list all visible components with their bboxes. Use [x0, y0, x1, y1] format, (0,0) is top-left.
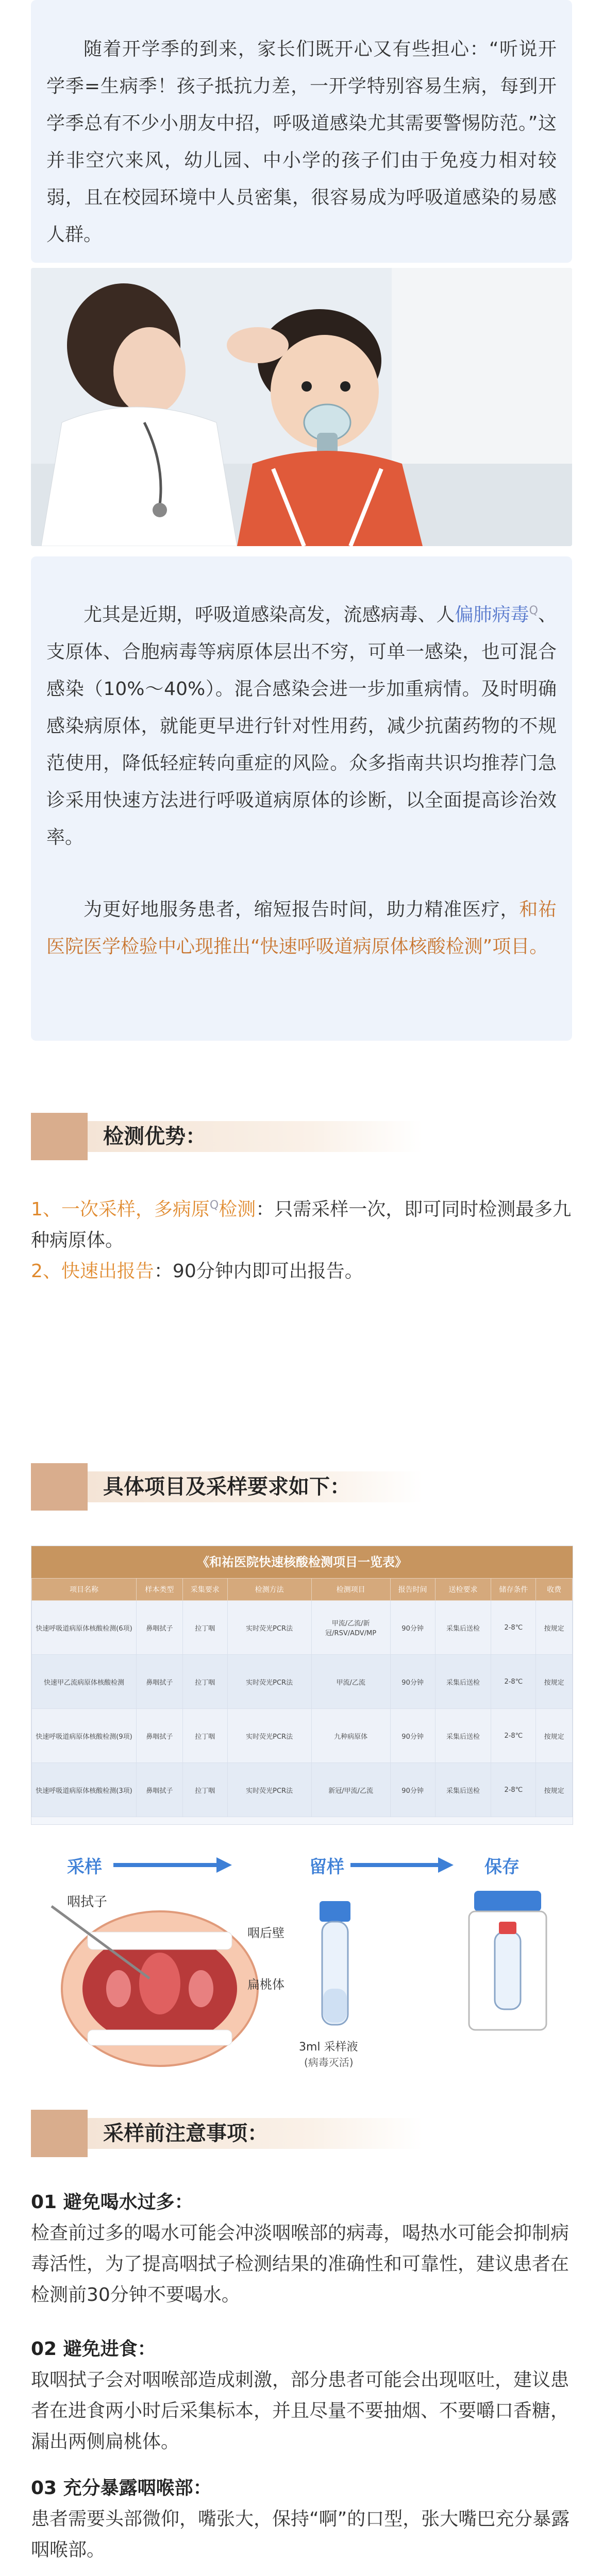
table-cell: 2-8℃	[491, 1601, 536, 1655]
advantage-key: 一次采样，多病原	[61, 1199, 210, 1220]
body-text-1a: 尤其是近期，呼吸道感染高发，流感病毒、人	[83, 604, 455, 625]
advantages-heading: 检测优势：	[103, 1125, 206, 1148]
table-cell: 采集后送检	[435, 1763, 491, 1817]
col-header: 报告时间	[390, 1579, 435, 1601]
store-label: 保存	[484, 1857, 520, 1877]
section-header-mark	[31, 1113, 88, 1160]
col-header: 储存条件	[491, 1579, 536, 1601]
advantage-num: 1、	[31, 1199, 61, 1220]
table-cell: 鼻咽拭子	[137, 1763, 183, 1817]
swab-label: 咽拭子	[67, 1894, 108, 1910]
advantages-list	[31, 1190, 572, 1287]
table-cell: 按规定	[536, 1601, 573, 1655]
table-cell: 采集后送检	[435, 1601, 491, 1655]
advantage-rest: ：90分钟内即可出报告。	[154, 1261, 363, 1282]
precaution-title: 03 充分暴露咽喉部：	[31, 2478, 212, 2499]
table-row	[32, 1601, 573, 1655]
table-cell: 实时荧光PCR法	[227, 1601, 311, 1655]
advantage-item-2	[31, 1256, 572, 1287]
body-paragraph-2	[46, 891, 557, 965]
tube-sub-label: (病毒灭活)	[304, 2056, 354, 2069]
advantage-rest: ：只需采样一次，即可同时检测最多九种病原体。	[31, 1199, 572, 1251]
col-header: 送检要求	[435, 1579, 491, 1601]
sampling-steps-illustration	[31, 1834, 572, 2081]
table-cell: 鼻咽拭子	[137, 1655, 183, 1709]
table-cell: 快速呼吸道病原体核酸检测(6项)	[32, 1601, 137, 1655]
table-row	[32, 1709, 573, 1763]
table-cell: 拉丁咽	[182, 1655, 227, 1709]
precautions-section-header	[31, 2110, 572, 2157]
child-nebulizer-illustration	[31, 268, 572, 546]
precaution-item-3	[31, 2473, 572, 2566]
projects-section-header	[31, 1463, 572, 1511]
table-cell: 按规定	[536, 1763, 573, 1817]
table-cell: 采集后送检	[435, 1709, 491, 1763]
section-header-mark	[31, 1463, 88, 1511]
col-header: 检测方法	[227, 1579, 311, 1601]
col-header: 样本类型	[137, 1579, 183, 1601]
table-cell: 快速呼吸道病原体核酸检测(9项)	[32, 1709, 137, 1763]
advantage-key: 快速出报告	[61, 1261, 154, 1282]
table-cell: 实时荧光PCR法	[227, 1655, 311, 1709]
table-cell: 按规定	[536, 1655, 573, 1709]
table-cell: 快速甲乙流病原体核酸检测	[32, 1655, 137, 1709]
table-cell: 九种病原体	[311, 1709, 390, 1763]
intro-paragraph: 随着开学季的到来，家长们既开心又有些担心：“听说开学季=生病季！孩子抵抗力差，一开学特别容易生病，每到开学季总有不少小朋友中招，呼吸道感染尤其需要警惕防范。”这并非空穴来风，幼儿园、中小学的孩子们由于免疫力相对较弱，且在校园环境中人员密集，很容易成为呼吸道感染的易感人群。	[46, 39, 557, 245]
table-cell: 拉丁咽	[182, 1709, 227, 1763]
collect-label: 采样	[67, 1857, 102, 1877]
advantage-num: 2、	[31, 1261, 61, 1282]
table-header-row	[32, 1579, 573, 1601]
advantage-link[interactable]: 检测	[219, 1199, 256, 1220]
test-items-table	[31, 1546, 573, 1825]
table-cell: 90分钟	[390, 1655, 435, 1709]
table-cell: 2-8℃	[491, 1763, 536, 1817]
section-header-mark	[31, 2110, 88, 2157]
col-header: 采集要求	[182, 1579, 227, 1601]
table-cell: 2-8℃	[491, 1709, 536, 1763]
projects-heading: 具体项目及采样要求如下：	[103, 1475, 350, 1499]
col-header: 收费	[536, 1579, 573, 1601]
precaution-title: 01 避免喝水过多：	[31, 2192, 193, 2213]
child-nebulizer-photo	[31, 268, 572, 546]
search-icon[interactable]: Q	[529, 604, 538, 617]
tonsil-label: 扁桃体	[247, 1977, 284, 1992]
table-cell: 甲流/乙流/新冠/RSV/ADV/MP	[311, 1601, 390, 1655]
precaution-item-2	[31, 2334, 572, 2458]
table-cell: 2-8℃	[491, 1655, 536, 1709]
table-cell: 实时荧光PCR法	[227, 1763, 311, 1817]
table-title: 《和祐医院快速核酸检测项目一览表》	[31, 1546, 573, 1578]
table-cell: 甲流/乙流	[311, 1655, 390, 1709]
precaution-text: 取咽拭子会对咽喉部造成刺激，部分患者可能会出现呕吐，建议患者在进食两小时后采集标本，并且尽量不要抽烟、不要嚼口香糖，漏出两侧扁桃体。	[31, 2369, 569, 2452]
table-cell: 拉丁咽	[182, 1763, 227, 1817]
sampling-steps-panel	[31, 1834, 572, 2081]
precautions-heading: 采样前注意事项：	[103, 2122, 268, 2145]
precaution-title: 02 避免进食：	[31, 2338, 156, 2360]
advantages-section-header	[31, 1113, 572, 1160]
body-paragraph-1	[46, 592, 557, 856]
seal-label: 留样	[309, 1857, 344, 1877]
body-text-1b: 、支原体、合胞病毒等病原体层出不穷，可单一感染，也可混合感染（10%～40%）。混合感染会进一步加重病情。及时明确感染病原体，就能更早进行针对性用药，减少抗菌药物的不规范使用，降低轻症转向重症的风险。众多指南共识均推荐门急诊采用快速方法进行呼吸道病原体的诊断，以全面提高诊治效率。	[46, 604, 557, 848]
search-icon[interactable]: Q	[209, 1199, 219, 1212]
table-cell: 鼻咽拭子	[137, 1709, 183, 1763]
col-header: 检测项目	[311, 1579, 390, 1601]
pharynx-label: 咽后壁	[247, 1926, 284, 1940]
precaution-item-1	[31, 2187, 572, 2311]
table-cell: 实时荧光PCR法	[227, 1709, 311, 1763]
table-row	[32, 1655, 573, 1709]
table-cell: 90分钟	[390, 1709, 435, 1763]
col-header: 项目名称	[32, 1579, 137, 1601]
table-cell: 90分钟	[390, 1601, 435, 1655]
table-cell: 鼻咽拭子	[137, 1601, 183, 1655]
table-cell: 采集后送检	[435, 1655, 491, 1709]
table-cell: 按规定	[536, 1709, 573, 1763]
table-cell: 快速呼吸道病原体核酸检测(3项)	[32, 1763, 137, 1817]
tube-label: 3ml 采样液	[299, 2041, 358, 2054]
body-text-2a: 为更好地服务患者，缩短报告时间，助力精准医疗，	[83, 899, 520, 920]
table-cell: 新冠/甲流/乙流	[311, 1763, 390, 1817]
advantage-item-1	[31, 1190, 572, 1256]
table-cell: 拉丁咽	[182, 1601, 227, 1655]
precaution-text: 检查前过多的喝水可能会冲淡咽喉部的病毒，喝热水可能会抑制病毒活性，为了提高咽拭子检测结果的准确性和可靠性，建议患者在检测前30分钟不要喝水。	[31, 2223, 569, 2306]
items-table	[31, 1578, 573, 1817]
table-cell: 90分钟	[390, 1763, 435, 1817]
hmpv-link[interactable]: 偏肺病毒	[455, 604, 529, 625]
precaution-text: 患者需要头部微仰，嘴张大，保持“啊”的口型，张大嘴巴充分暴露咽喉部。	[31, 2509, 570, 2561]
table-row	[32, 1763, 573, 1817]
body-text-2-highlight: 和祐医院医学检验中心现推出“快速呼吸道病原体核酸检测”项目。	[46, 899, 557, 957]
